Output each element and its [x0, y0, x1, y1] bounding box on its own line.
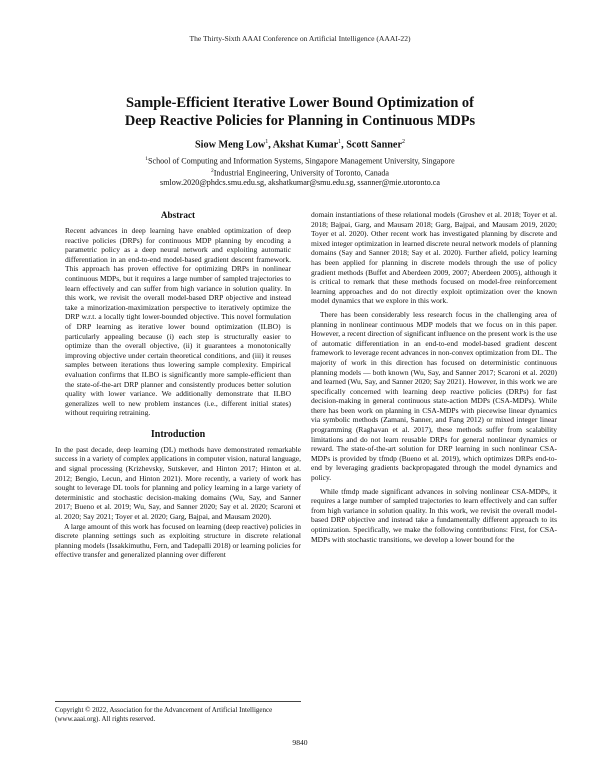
intro-paragraph-5: While tfmdp made significant advances in solving nonlinear CSA-MDPs, it requires a large number of sampled trajectories to learn effectively and can suffer from high variance in solution quality. In this work, we revisit the overall model-based DRP objective and instead take a fundamentally different approach to its optimization. Specifically, we make the following contributions: First, for CSA-MDPs with stochastic transitions, we develop a lower bound for the	[311, 486, 557, 544]
abstract-heading: Abstract	[160, 210, 196, 220]
conference-header: The Thirty-Sixth AAAI Conference on Artificial Intelligence (AAAI-22)	[189, 34, 411, 43]
title-line-1: Sample-Efficient Iterative Lower Bound Optimization of	[126, 95, 474, 111]
author-affil-marker: 2	[401, 139, 405, 145]
affiliations	[40, 155, 560, 188]
introduction-heading: Introduction	[150, 428, 206, 440]
author-affil-marker: 1	[265, 139, 269, 145]
affiliation-1: $^1$School of Computing and Information Systems, Singapore Management University, Singapore	[145, 156, 455, 166]
author-list: Siow Meng Low$^1$, Akshat Kumar$^1$, Scott Sanner$^2$	[195, 139, 405, 151]
author-name: Akshat Kumar	[272, 139, 339, 151]
affiliation-2: $^2$Industrial Engineering, University of Toronto, Canada	[210, 167, 390, 178]
right-column	[311, 210, 557, 544]
author-affil-marker: 1	[338, 139, 342, 145]
intro-paragraph-4: There has been considerably less research focus in the challenging area of planning in nonlinear continuous MDP models that we focus on in this paper. However, a recent direction of significant influence on the present work is the use of automatic differentiation in an end-to-end model-based gradient descent framework to leverage recent advances in non-convex optimization from DL. The majority of work in this direction has focused on deterministic continuous planning models — both known (Wu, Say, and Sanner 2017; Scaroni et al. 2020) and learned (Wu, Say, and Sanner 2020; Say 2021). However, in this work we are specifically concerned with learning deep reactive policies (DRPs) for fast decision-making in general continuous state-action MDPs (CSA-MDPs). While there has been work on planning in CSA-MDPs with piecewise linear dynamics via symbolic methods (Zamani, Sanner, and Fang 2012) or mixed integer linear programming (Raghavan et al. 2017), these methods suffer from scalability limitations and do not learn reusable DRPs for general nonlinear dynamics or reward. The state-of-the-art solution for DRP learning in such nonlinear CSA-MDPs is provided by tfmdp (Bueno et al. 2019), which optimizes DRPs end-to-end by leveraging gradients backpropagated through the model dynamics and policy.	[311, 309, 557, 483]
page-number: 9840	[292, 738, 308, 747]
intro-paragraph-1: In the past decade, deep learning (DL) methods have demonstrated remarkable success in a variety of complex applications in computer vision, natural language, and signal processing (Krizhevsky, Sutskever, and Hinton 2017; Hinton et al. 2012; Bengio, Lecun, and Hinton 2021). More recently, a variety of work has sought to leverage DL tools for planning and policy learning in a large variety of deterministic and stochastic decision-making domains (Wu, Say, and Sanner 2017; Bueno et al. 2019; Wu, Say, and Sanner 2020; Say et al. 2020; Scaroni et al. 2020; Say 2021; Toyer et al. 2020; Garg, Bajpai, and Mausam 2020).	[55, 444, 301, 522]
intro-paragraph-3: domain instantiations of these relational models (Groshev et al. 2018; Toyer et al. 2018; Bajpai, Garg, and Mausam 2018; Garg, Bajpai, and Mausam 2019, 2020; Toyer et al. 2020). Other recent work has investigated planning by discrete and mixed integer optimization in learned discrete neural network models of planning domains (Say and Sanner 2018; Say et al. 2020). Further afield, policy learning has been applied for planning in discrete models through the use of policy gradient methods (Buffet and Aberdeen 2009, 2007; Aberdeen 2005), although it is critical to remark that these methods focused on model-free reinforcement learning approaches and do not directly exploit optimization over the known model dynamics that we explore in this work.	[311, 210, 557, 306]
abstract-text: Recent advances in deep learning have enabled optimization of deep reactive policies (DRPs) for continuous MDP planning by encoding a parametric policy as a deep neural network and exploiting automatic differentiation in an end-to-end model-based gradient descent framework. This approach has proven effective for optimizing DRPs in nonlinear continuous MDPs, but it requires a large number of sampled trajectories to learn effectively and can suffer from high variance in solution quality. In this work, we revisit the overall model-based DRP objective and instead take a minorization-maximization perspective to iteratively optimize the DRP w.r.t. a locally tight lower-bounded objective. This novel formulation of DRP learning as iterative lower bound optimization (ILBO) is particularly appealing because (i) each step is structurally easier to optimize than the overall objective, (ii) it guarantees a monotonically improving objective under certain theoretical conditions, and (iii) it reuses samples between iterations thus lowering sample complexity. Empirical evaluation confirms that ILBO is significantly more sample-efficient than the state-of-the-art DRP planner and consistently produces better solution quality with lower variance. We additionally demonstrate that ILBO generalizes well to new problem instances (i.e., different initial states) without requiring retraining.	[65, 226, 291, 418]
author-name: Scott Sanner	[346, 139, 402, 151]
paper-title	[60, 95, 540, 130]
author-emails: smlow.2020@phdcs.smu.edu.sg, akshatkumar@smu.edu.sg, ssanner@mie.utoronto.ca	[160, 178, 440, 188]
title-line-2: Deep Reactive Policies for Planning in Continuous MDPs	[124, 112, 476, 129]
copyright-footnote: Copyright © 2022, Association for the Advancement of Artificial Intelligence (www.aaai.org). All rights reserved.	[55, 701, 301, 724]
intro-paragraph-2: A large amount of this work has focused on learning (deep reactive) policies in discrete planning settings such as exploiting structure in discrete relational planning models (Issakkimuthu, Fern, and Tadepalli 2018) or learning policies for effective transfer and generalized planning over different	[55, 521, 301, 560]
left-column	[55, 210, 301, 560]
author-name: Siow Meng Low	[195, 139, 266, 151]
